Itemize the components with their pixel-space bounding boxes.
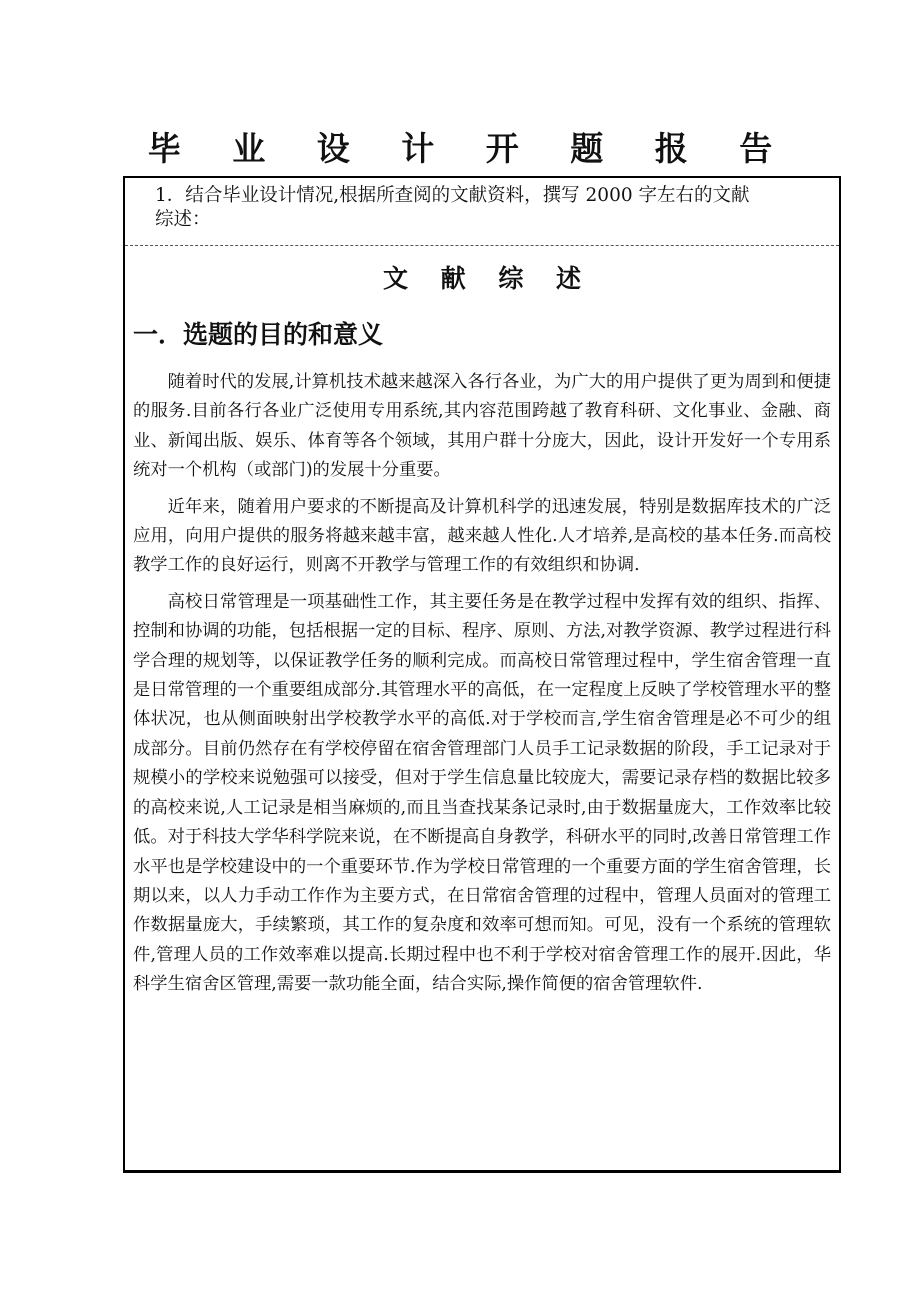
section-heading: 一．选题的目的和意义 <box>133 320 384 349</box>
form-prompt-line-1: 1．结合毕业设计情况,根据所查阅的文献资料，撰写 2000 字左右的文献 <box>155 185 750 206</box>
report-form-box <box>123 176 841 1173</box>
dashed-divider <box>125 245 839 246</box>
paragraph: 随着时代的发展,计算机技术越来越深入各行各业，为广大的用户提供了更为周到和便捷的服务.目前各行各业广泛使用专用系统,其内容范围跨越了教育科研、文化事业、金融、商业、新闻出版、娱乐、体育等各个领域，其用户群十分庞大，因此，设计开发好一个专用系统对一个机构（或部门)的发展十分重要。 <box>133 372 831 481</box>
form-prompt-line-2: 综述： <box>155 209 211 230</box>
review-body <box>133 368 831 1007</box>
paragraph: 高校日常管理是一项基础性工作，其主要任务是在教学过程中发挥有效的组织、指挥、控制和协调的功能，包括根据一定的目标、程序、原则、方法,对教学资源、教学过程进行科学合理的规划等，以保证教学任务的顺利完成。而高校日常管理过程中，学生宿舍管理一直是日常管理的一个重要组成部分.其管理水平的高低，在一定程度上反映了学校管理水平的整体状况，也从侧面映射出学校教学水平的高低.对于学校而言,学生宿舍管理是必不可少的组成部分。目前仍然存在有学校停留在宿舍管理部门人员手工记录数据的阶段，手工记录对于规模小的学校来说勉强可以接受，但对于学生信息量比较庞大，需要记录存档的数据比较多的高校来说,人工记录是相当麻烦的,而且当查找某条记录时,由于数据量庞大，工作效率比较低。对于科技大学华科学院来说，在不断提高自身教学，科研水平的同时,改善日常管理工作水平也是学校建设中的一个重要环节.作为学校日常管理的一个重要方面的学生宿舍管理，长期以来，以人力手动工作作为主要方式，在日常宿舍管理的过程中，管理人员面对的管理工作数据量庞大，手续繁琐，其工作的复杂度和效率可想而知。可见，没有一个系统的管理软件,管理人员的工作效率难以提高.长期过程中也不利于学校对宿舍管理工作的展开.因此，华科学生宿舍区管理,需要一款功能全面，结合实际,操作简便的宿舍管理软件. <box>133 591 831 995</box>
section-title: 文 献 综 述 <box>382 264 594 293</box>
paragraph: 近年来，随着用户要求的不断提高及计算机科学的迅速发展，特别是数据库技术的广泛应用，向用户提供的服务将越来越丰富，越来越人性化.人才培养,是高校的基本任务.而高校教学工作的良好运行，则离不开教学与管理工作的有效组织和协调. <box>133 496 831 576</box>
page-title: 毕 业 设 计 开 题 报 告 <box>147 129 793 168</box>
form-prompt <box>125 184 839 232</box>
